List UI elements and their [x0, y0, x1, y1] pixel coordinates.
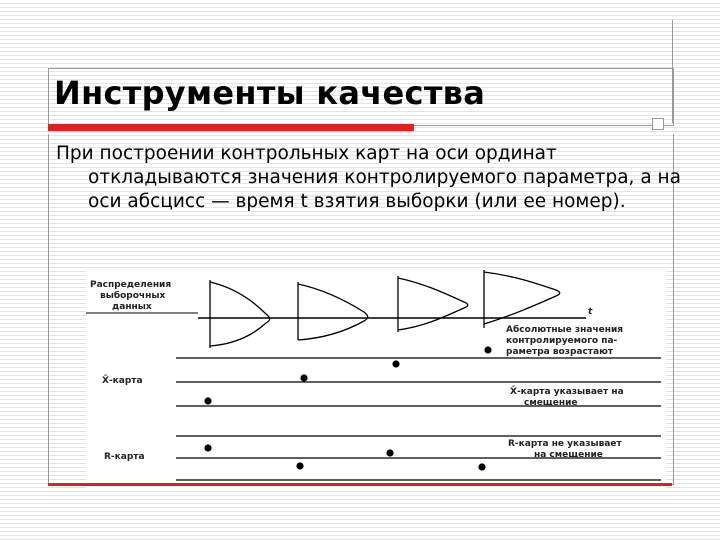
distribution-curve-1	[210, 280, 270, 348]
distribution-curve-4	[484, 270, 560, 328]
xbar-point-1	[204, 397, 211, 404]
slide-title: Инструменты качества	[54, 74, 486, 112]
trend-note-line-2: контролируемого па-	[506, 336, 618, 346]
xbar-point-2	[300, 374, 307, 381]
slide-body-text: При построении контрольных карт на оси ординат откладываются значения контролируемого параметра, а на оси абсцисс — время t взятия выборки (или ее номер).	[56, 143, 681, 212]
title-accent-bar	[48, 124, 414, 131]
control-chart-figure	[86, 268, 666, 490]
distribution-curve-2	[298, 282, 368, 340]
xbar-note-line-1: X̄-карта указывает на	[510, 387, 624, 397]
time-axis-label: t	[588, 307, 593, 317]
xbar-point-3	[392, 360, 399, 367]
r-point-2	[296, 462, 303, 469]
trend-note-line-1: Абсолютные значения	[506, 325, 624, 335]
control-chart-diagram	[86, 268, 666, 490]
distribution-label-line-1: Распределения	[90, 280, 172, 290]
xbar-point-4	[484, 346, 491, 353]
decorative-square	[652, 118, 664, 130]
frame-vertical-line	[672, 20, 673, 123]
distribution-label-line-2: выборочных	[100, 291, 166, 301]
r-chart-label: R-карта	[104, 452, 145, 462]
r-point-1	[204, 444, 211, 451]
distribution-curve-3	[398, 276, 468, 332]
bottom-accent-rule	[48, 483, 672, 486]
r-point-3	[386, 449, 393, 456]
trend-note-line-3: раметра возрастают	[506, 347, 614, 357]
xbar-note-line-2: смещение	[524, 398, 578, 408]
distribution-label-line-3: данных	[112, 302, 152, 312]
r-point-4	[478, 463, 485, 470]
xbar-chart-label: X̄-карта	[102, 376, 143, 386]
r-note-line-1: R-карта не указывает	[508, 439, 622, 449]
r-note-line-2: на смещение	[534, 450, 603, 460]
